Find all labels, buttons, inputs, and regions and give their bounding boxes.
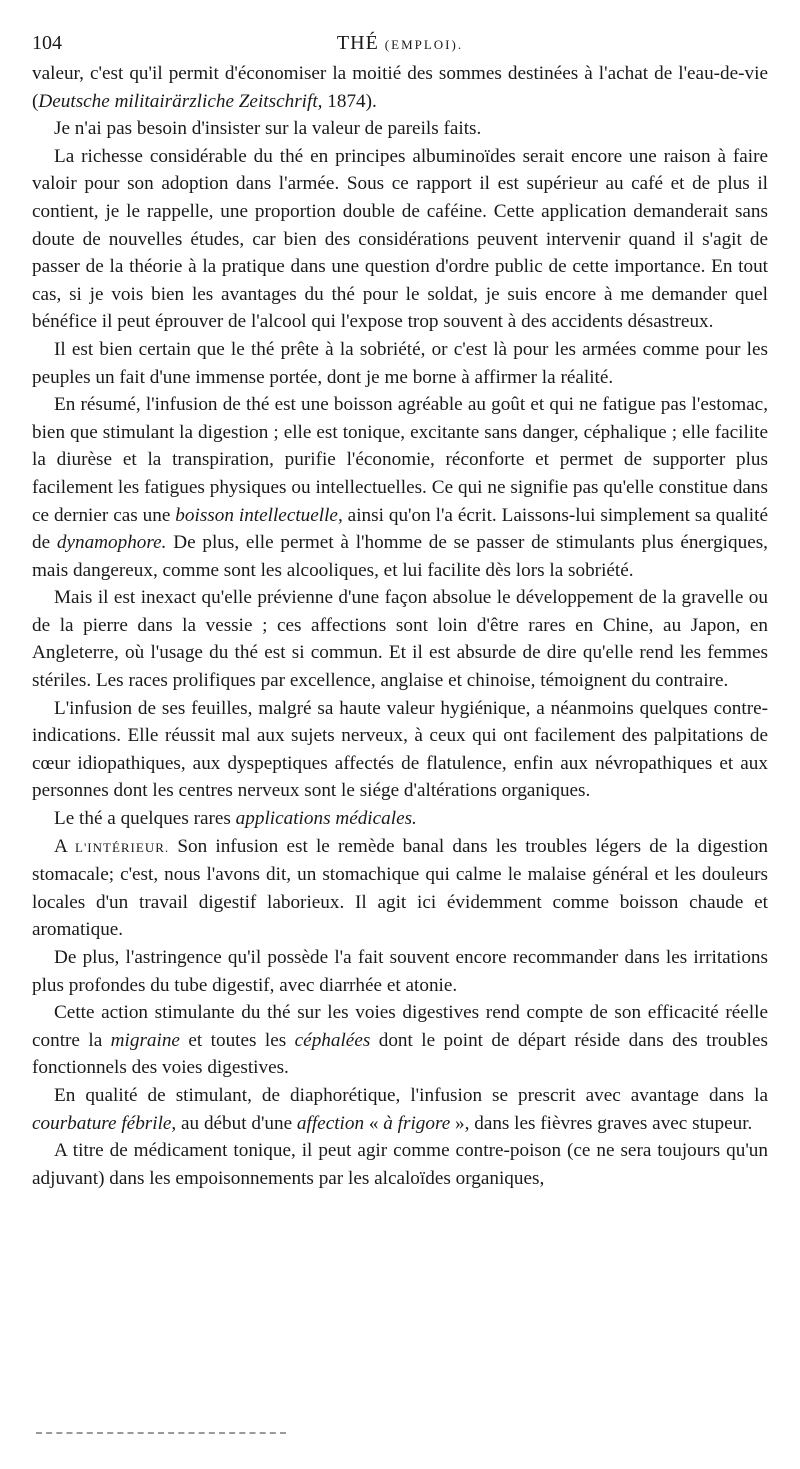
text-run: Il est bien certain que le thé prête à la sobriété, or c'est là pour les armées comme pour les peuples un fait d'une immense portée, dont je me borne à affirmer la réalité. [32, 338, 768, 388]
text-run: Mais il est inexact qu'elle prévienne d'une façon absolue le développement de la gravelle ou de la pierre dans la vessie ; ces affections sont loin d'être rares en Chine, au Japon, en Angleterre, où l'usage du thé est si commun. Et il est absurde de dire qu'elle rend les femmes stériles. Les races prolifiques par excellence, anglaise et chinoise, témoignent du contraire. [32, 587, 768, 692]
paragraph [32, 115, 768, 143]
text-run: Cette action stimulante du thé sur les voies digestives rend compte de son efficacité réelle contre la [32, 1002, 768, 1051]
text-run: La richesse considérable du thé en principes albuminoïdes serait encore une raison à faire valoir pour son adoption dans l'armée. Sous ce rapport il est supérieur au café et de plus il contient, je le rappelle, une proportion double de caféine. Cette application demanderait sans doute de nouvelles études, car bien des considérations peuvent intervenir quand il s'agit de passer de la théorie à la pratique dans une question d'ordre public de cette importance. En tout cas, si je vois bien les avantages du thé pour le soldat, je suis encore à me demander quel bénéfice il peut éprouver de l'alcool qui l'expose trop souvent à des accidents désastreux. [32, 145, 768, 333]
paragraph [32, 833, 768, 944]
paragraph [32, 1137, 768, 1192]
running-title [32, 32, 768, 55]
running-title-main: THÉ [336, 32, 379, 54]
text-run: En qualité de stimulant, de diaphorétique, l'infusion se prescrit avec avantage dans la [54, 1084, 768, 1106]
paragraph [32, 60, 768, 115]
paragraph [32, 805, 768, 833]
page-number: 104 [32, 32, 62, 54]
text-run: A [54, 835, 75, 857]
text-run: valeur, c'est qu'il permit d'économiser la moitié des sommes destinées à l'achat de l'eau-de-vie ( [32, 63, 768, 112]
italic-text: affection [296, 1112, 365, 1134]
text-run: En résumé, l'infusion de thé est une boisson agréable au goût et qui ne fatigue pas l'estomac, bien que stimulant la digestion ; elle est tonique, excitante sans danger, céphalique ; elle facilite la diurèse et la transpiration, purifie l'économie, réconforte et permet de supporter plus facilement les fatigues physiques ou intellectuelles. Ce qui ne signifie pas qu'elle constitue dans ce dernier cas une [32, 394, 768, 526]
page-header [32, 28, 768, 60]
paragraph [32, 695, 768, 805]
paragraph [32, 391, 768, 584]
paragraph [32, 143, 768, 336]
italic-text: dynamophore. [56, 532, 167, 554]
text-run: Son infusion est le remède banal dans les troubles légers de la digestion stomacale; c'est, nous l'avons dit, un stomachique qui calme le malaise général et les douleurs locales d'un travail digestif laborieux. Il agit ici évidemment comme boisson chaude et aromatique. [32, 835, 768, 941]
text-run: De plus, l'astringence qu'il possède l'a fait souvent encore recommander dans les irritations plus profondes du tube digestif, avec diarrhée et atonie. [32, 947, 768, 996]
italic-text: Deutsche militairärzliche Zeitschrift, [38, 90, 323, 112]
text-run: et toutes les [179, 1029, 295, 1051]
italic-text: à frigore [383, 1112, 451, 1134]
paragraph [32, 584, 768, 694]
text-run: Le thé a quelques rares [54, 808, 236, 830]
text-run: 1874). [322, 90, 377, 112]
paragraph [32, 999, 768, 1082]
italic-text: boisson intellectuelle, [175, 504, 343, 526]
text-run: au début d'une [176, 1112, 297, 1134]
text-run: « [364, 1112, 384, 1134]
running-title-sub: (EMPLOI). [384, 37, 464, 52]
small-caps-text: L'INTÉRIEUR. [75, 839, 170, 855]
italic-text: courbature fébrile, [32, 1112, 177, 1134]
italic-text: céphalées [294, 1029, 371, 1051]
italic-text: migraine [110, 1029, 180, 1051]
text-run: A titre de médicament tonique, il peut agir comme contre-poison (ce ne sera toujours qu'un adjuvant) dans les empoisonnements par les alcaloïdes organiques, [32, 1140, 768, 1189]
body-text [32, 60, 768, 1192]
paragraph [32, 1082, 768, 1137]
text-run: dont le point de départ réside dans des troubles fonctionnels des voies digestives. [32, 1029, 768, 1079]
text-run: ainsi qu'on l'a écrit. Laissons-lui simplement sa qualité de [32, 504, 768, 554]
text-run: Je n'ai pas besoin d'insister sur la valeur de pareils faits. [54, 118, 482, 140]
footer-rule [36, 1432, 286, 1434]
text-run: », dans les fièvres graves avec stupeur. [450, 1112, 753, 1134]
text-run: De plus, elle permet à l'homme de se passer de stimulants plus énergiques, mais dangereux, comme sont les alcooliques, et lui facilite dès lors la sobriété. [32, 532, 768, 581]
book-page [32, 28, 768, 1192]
text-run: L'infusion de ses feuilles, malgré sa haute valeur hygiénique, a néanmoins quelques contre-indications. Elle réussit mal aux sujets nerveux, à ceux qui ont facilement des palpitations de cœur idiopathiques, aux dyspeptiques affectés de flatulence, enfin aux névropathiques et aux personnes dont les centres nerveux sont le siége d'altérations organiques. [32, 697, 768, 802]
italic-text: applications médicales. [235, 808, 417, 830]
paragraph [32, 336, 768, 391]
paragraph [32, 944, 768, 999]
